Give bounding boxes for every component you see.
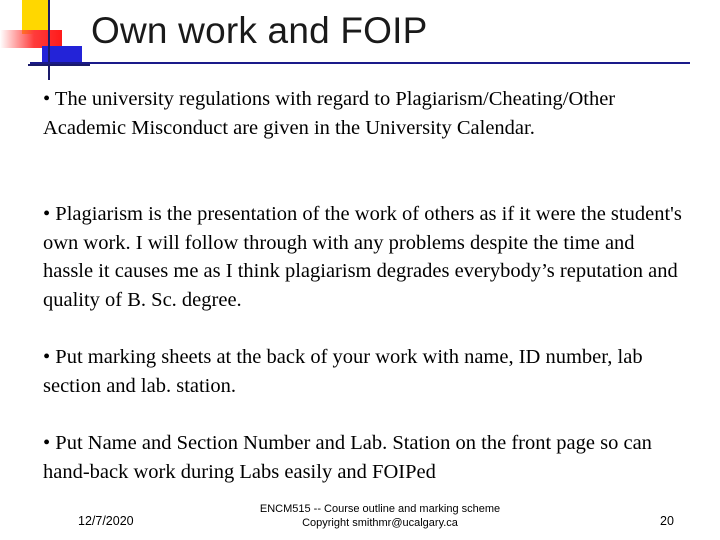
logo-yellow-square bbox=[22, 0, 50, 34]
bullet-plagiarism-definition: • Plagiarism is the presentation of the work of others as if it were the student's own work. I will follow through with any problems despite the time and hassle it causes me as I think plagiarism degrades everybody’s reputation and quality of B. Sc. degree. bbox=[43, 203, 682, 311]
footer-date: 12/7/2020 bbox=[78, 514, 134, 528]
footer-course-info bbox=[200, 502, 560, 530]
logo-vertical-line bbox=[48, 0, 50, 80]
bullet-regulations: • The university regulations with regard to Plagiarism/Cheating/Other Academic Misconduct are given in the University Calendar. bbox=[43, 88, 616, 139]
logo-horizontal-line bbox=[28, 64, 90, 66]
footer-copyright-line: Copyright smithmr@ucalgary.ca bbox=[302, 517, 458, 529]
bullet-marking-sheets: • Put marking sheets at the back of your work with name, ID number, lab section and lab. station. bbox=[43, 346, 643, 397]
footer-page-number: 20 bbox=[660, 514, 674, 528]
slide-title: Own work and FOIP bbox=[91, 10, 428, 51]
title-divider bbox=[30, 62, 690, 64]
bullet-name-section: • Put Name and Section Number and Lab. Station on the front page so can hand-back work during Labs easily and FOIPed bbox=[43, 432, 652, 483]
footer-course-line: ENCM515 -- Course outline and marking scheme bbox=[259, 503, 501, 515]
slide-logo-decoration bbox=[0, 0, 90, 80]
